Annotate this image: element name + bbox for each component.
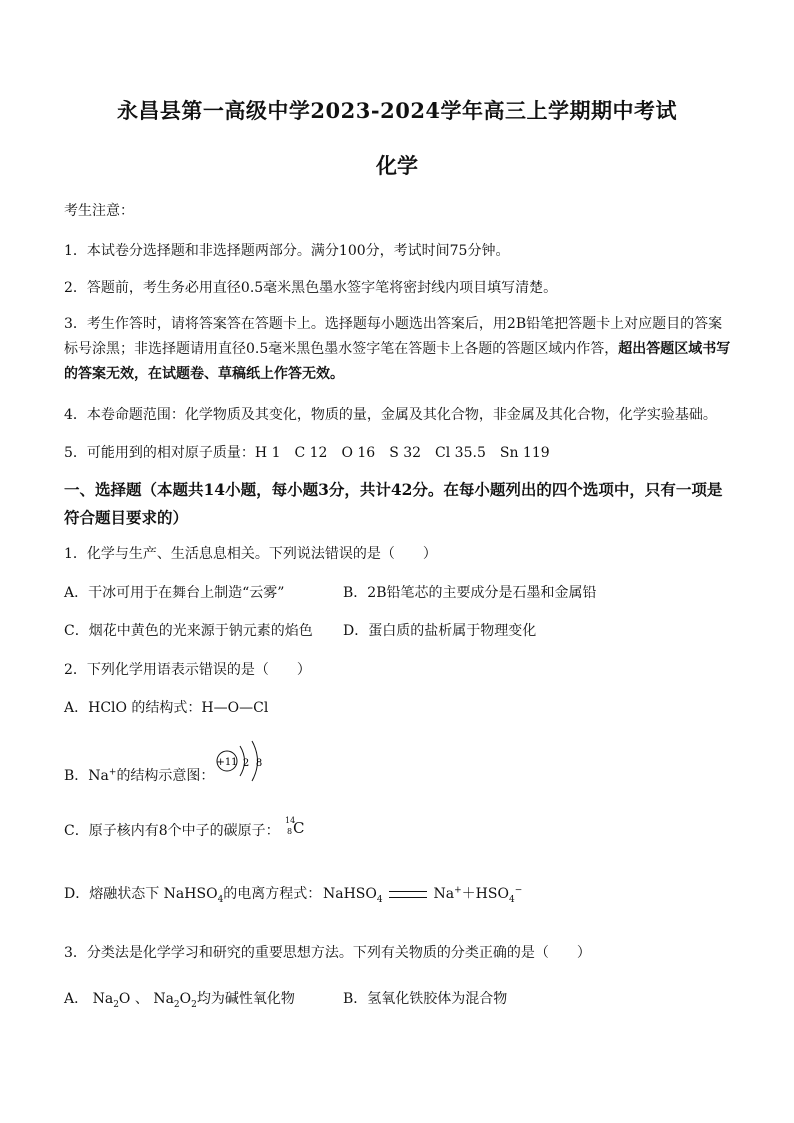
notice-item-2: 2．答题前，考生务必用直径0.5毫米黑色墨水签字笔将密封线内项目填写清楚。 xyxy=(64,280,558,296)
q3-a-suffix: 均为碱性氧化物 xyxy=(196,991,295,1007)
nuclide-atomic-number: 8 xyxy=(287,827,293,836)
q2-option-a: A．HClO 的结构式：H—O—Cl xyxy=(64,700,269,716)
shell-2-electrons: 8 xyxy=(255,758,263,769)
notice-item-3 xyxy=(64,312,736,387)
notice-item-1: 1．本试卷分选择题和非选择题两部分。满分100分，考试时间75分钟。 xyxy=(64,243,510,259)
q2-option-b-suffix: 的结构示意图： xyxy=(116,768,215,784)
eq-reactant-sub: 4 xyxy=(376,894,383,905)
q3-a-formula-1-tail: O xyxy=(118,991,131,1007)
q2-option-b xyxy=(64,765,214,785)
q2-option-d-prefix: D．熔融状态下 NaHSO xyxy=(64,886,218,902)
q3-option-a xyxy=(64,988,295,1010)
equation-equals-sign xyxy=(389,891,427,898)
q1-option-d: D．蛋白质的盐析属于物理变化 xyxy=(343,623,537,639)
q3-a-formula-2: Na xyxy=(153,991,174,1007)
eq-product-1: Na xyxy=(433,886,455,902)
q3-option-b: B．氢氧化铁胶体为混合物 xyxy=(343,991,508,1007)
q2-option-d-sub: 4 xyxy=(217,894,224,905)
eq-product-1-charge: + xyxy=(454,885,462,896)
notice-heading: 考生注意： xyxy=(64,203,134,219)
q3-a-formula-2-sub2: 2 xyxy=(191,999,197,1010)
eq-plus: ＋ xyxy=(461,886,476,902)
eq-reactant: NaHSO xyxy=(323,886,377,902)
q1-stem: 1．化学与生产、生活息息相关。下列说法错误的是（ ） xyxy=(64,546,437,562)
notice-item-3-bold: 超出答题区域书写的答案无效，在试题卷、草稿纸上作答无效。 xyxy=(64,341,731,382)
q3-a-formula-2-mid: O xyxy=(179,991,192,1007)
q1-option-b: B．2B铅笔芯的主要成分是石墨和金属铅 xyxy=(343,585,597,601)
eq-product-2: HSO xyxy=(475,886,509,902)
q2-option-b-charge: + xyxy=(108,767,117,778)
q3-stem: 3．分类法是化学学习和研究的重要思想方法。下列有关物质的分类正确的是（ ） xyxy=(64,945,591,961)
q3-a-formula-1: Na xyxy=(92,991,114,1007)
eq-product-2-sub: 4 xyxy=(508,894,515,905)
q2-option-d-suffix: 的电离方程式： xyxy=(223,886,322,902)
exam-title: 永昌县第一高级中学2023-2024学年高三上学期期中考试 xyxy=(116,98,678,123)
carbon-14-nuclide xyxy=(285,816,315,842)
section-heading: 一、选择题（本题共14小题，每小题3分，共计42分。在每小题列出的四个选项中，只有一项是符合题目要求的） xyxy=(64,480,723,527)
notice-item-4: 4．本卷命题范围：化学物质及其变化，物质的量，金属及其化合物，非金属及其化合物，化学实验基础。 xyxy=(64,407,717,423)
notice-item-5: 5．可能用到的相对原子质量：H 1 C 12 O 16 S 32 Cl 35.5 Sn 119 xyxy=(64,445,550,461)
q3-a-formula-2-sub1: 2 xyxy=(173,999,180,1010)
sodium-ion-structure-diagram xyxy=(216,738,272,784)
ionization-equation xyxy=(323,883,522,905)
subject-title: 化学 xyxy=(376,153,418,178)
q2-option-b-prefix: B．Na xyxy=(64,768,109,784)
q3-a-prefix: A． xyxy=(64,991,89,1007)
notice-item-3-text: 3．考生作答时，请将答案答在答题卡上。选择题每小题选出答案后，用2B铅笔把答题卡上对应题目的答案标号涂黑；非选择题请用直径0.5毫米黑色墨水签字笔在答题卡上各题的答题区域内作答， xyxy=(64,316,723,357)
nuclide-mass-number: 14 xyxy=(285,816,296,825)
q2-stem: 2．下列化学用语表示错误的是（ ） xyxy=(64,662,311,678)
shell-1-electrons: 2 xyxy=(242,758,250,769)
eq-product-2-charge: − xyxy=(514,885,523,896)
q2-option-c: C．原子核内有8个中子的碳原子： xyxy=(64,823,280,839)
nuclide-symbol: C xyxy=(293,819,305,837)
q2-option-d xyxy=(64,883,321,905)
q1-option-a: A．干冰可用于在舞台上制造“云雾” xyxy=(64,585,285,601)
q3-a-formula-1-sub: 2 xyxy=(113,999,119,1010)
nucleus-charge: +11 xyxy=(216,757,238,768)
q3-a-separator: 、 xyxy=(134,991,149,1007)
q1-option-c: C．烟花中黄色的光来源于钠元素的焰色 xyxy=(64,623,313,639)
